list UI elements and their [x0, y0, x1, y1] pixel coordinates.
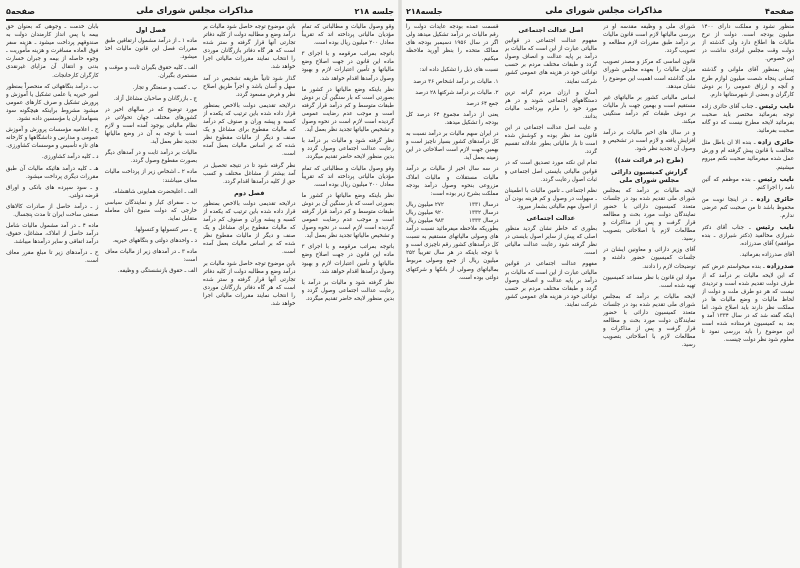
- paragraph: اساس مالیاتی کشور بر مالیاتهای غیر مستقیم است و بهمین جهت بار مالیات بر دوش طبقات کم درآمد سنگینی میکند.: [603, 94, 696, 126]
- paragraph: ماده ۴ ـ در آمد مشمول مالیات شامل درآمد حاصل از املاک، مشاغل، حقوق، درآمد اتفاقی و سایر درآمدها میباشد.: [6, 223, 99, 246]
- header-rule: [406, 19, 794, 21]
- speech: [702, 262, 795, 344]
- speaker-name: حائری زاده: [756, 194, 794, 203]
- column-speeches: [702, 23, 795, 564]
- amount: ۹۸۳ میلیون ریال: [406, 217, 444, 224]
- paragraph: الف ـ کلیه حقوق بگیران ثابت و موقت و مستمری بگیران.: [104, 65, 197, 80]
- paragraph: منظور نشود و مملکت دارای ۱۴۰۰ میلیون بودجه است. دولت از نرخ مالیات ها اطلاع دارد ولی گذشته از دولت وقت مجلس ایرادی نداشت در این خصوص.: [701, 24, 794, 63]
- speaker-name: نایب رئیس: [755, 223, 794, 232]
- paragraph: مواد این قانون با نظر مساعد کمیسیون تهیه شده است.: [603, 274, 696, 289]
- column-justice: [505, 23, 598, 564]
- speech: [702, 138, 795, 171]
- speech: [702, 223, 795, 248]
- right-page-columns: [406, 23, 794, 564]
- paragraph: مورد توضیح که در سالهای اخیر در کشورهای مختلف جهان تحولاتی در نظام مالیاتی بوجود آمده است و لازم است با توجه به آن در وضع مالیاتها تجدید نظر بعمل آید.: [104, 106, 197, 146]
- paragraph: نظر گرفته شود و مالیات بر درآمد با رعایت عدالت اجتماعی وصول گردد و بدین منظور لایحه حاضر تقدیم میگردد.: [301, 138, 394, 161]
- page-title: مذاکرات مجلس شورای ملی: [136, 6, 254, 16]
- paragraph: ب ـ درآمد بنگاههائی که منحصراً بمنظور امور خیریه یا علمی تشکیل یا آموزش و پرورش تشکیل و صرف کارهای عمومی میشود مشروط براینکه هیچگونه سود بسهامداران یا مؤسسین داده نشود.: [6, 83, 99, 123]
- column-2: [203, 23, 296, 564]
- article-heading: ماده ۲ ـ اشخاص زیر از پرداخت مالیات معاف میباشند:: [104, 169, 197, 184]
- revenue-row: [406, 217, 499, 225]
- page-number: صفحه۵: [6, 6, 36, 16]
- list-item: ب ـ سفرای کبار و نمایندگان سیاسی خارجی که دولت متبوع آنان معامله متقابل نماید.: [104, 199, 197, 222]
- speaker-name: آقای صدرزاده: [761, 252, 794, 259]
- speech: [702, 102, 795, 135]
- list-item: د ـ واحدهای دولتی و بنگاههای خیریه.: [112, 238, 197, 245]
- paragraph: مالیات بر درآمد ثابت و در آمدهای دیگر بصورت مقطوع وصول گردد.: [104, 150, 197, 165]
- paragraph: ج ـ بازرگانان و صاحبان مشاغل آزاد.: [113, 95, 197, 102]
- speech-text: ـ جناب آقای دکتر شیرازی مخالفید (دکتر شیرازی ـ بنده موافقم) آقای صدرزاده.: [701, 225, 794, 248]
- paragraph: شورای ملی و وظیفه مقدسه او در بررسی مالیاتها لازم است قانون مالیات بر درآمد طبق مقررات لازم مطالعه و تصویب گردد.: [603, 24, 696, 55]
- paragraph: تمام این نکته مورد تصدیق است که در قوانین مالیاتی بایستی اصل اجتماعی و ثبات اصول رعایت گردد.: [504, 160, 597, 183]
- speech: [702, 175, 795, 192]
- list-item: ماده ۳ ـ در آمدهای زیر از مالیات معاف است:: [104, 249, 197, 264]
- left-page-header: [6, 4, 394, 18]
- paragraph: قسمت عمده بودجه عایدات دولت را رقم مالیات بر درآمد تشکیل میدهد ولی اگر در سال ۱۹۵۶ دسیمبر بودجه های ممالک متحده را بنظر آورید ملاحظه میکنیم.: [406, 24, 499, 63]
- paragraph: باتوجه بمراتب مرقومه و با اجرای ۳ ماده این قانون در جهت اصلاح وضع مالیاتها و تأمین اعتبارات لازم و بهبود وصول درآمدها اقدام خواهد شد.: [301, 244, 394, 275]
- paragraph: در ایران سهم مالیات بر درآمد نسبت به کل درآمدهای کشور بسیار ناچیز است و بهمین جهت لازم است اصلاحاتی در این زمینه بعمل آید.: [406, 131, 499, 162]
- speaker-name: نایب رئیس: [758, 101, 794, 110]
- speech-text: ـ بنده الا ان باطل مثل مخالفت با قانون پیش گرفته ام و ورش عمل شده میفرمائید صحبت نکنم میروم میشینم.: [701, 140, 794, 171]
- column-report: [603, 23, 696, 564]
- section-heading: فصل اول: [135, 26, 166, 34]
- section-heading: عدالت اجتماعی: [526, 213, 576, 222]
- column-4: [6, 23, 99, 564]
- paragraph: آقای وزیر دارائی و معاونین ایشان در جلسات کمیسیون حضور داشته و توضیحات لازم را دادند.: [603, 247, 696, 270]
- paragraph: وقو وصول مالیات و مطالباتی که تمام مؤدیان مالیاتی پرداخته اند که تقریباً معادل ۲۰۰ میلیون ریال بوده است.: [301, 24, 394, 47]
- session-label: جلسه۲۱۸: [406, 6, 443, 16]
- speaker-name: نایب رئیس: [757, 174, 794, 183]
- paragraph: لایحه مالیات بر درآمد که بمجلس شورای ملی تقدیم شده بود در جلسات متعدد کمیسیون دارائی با حضور نمایندگان دولت مورد بحث و مطالعه قرار گرفت و پس از مذاکرات و مطالعات لازم با اصلاحاتی بتصویب رسید.: [603, 293, 696, 349]
- list-item: ۱. مالیات بر درآمد اشخاص ۳۶ درصد: [413, 78, 499, 85]
- column-1: [302, 23, 395, 564]
- paragraph: نسبت های ذیل را تشکیل داده اند:: [419, 67, 499, 74]
- paragraph: بطوری که خاطر نشان گردید منظور اصلی که پیش از سایر اصول بایستی در نظر گرفته شود رعایت عدالت مالیاتی است.: [504, 226, 597, 257]
- paragraph: آسان و ارزان مردم گرانه ترین دستگاههای اجتماعی شوند و در هر مورد خود را ملزم بپرداخت مالیات بدانند.: [504, 89, 597, 120]
- list-item: ۲. مالیات بر درآمد شرکتها ۲۸ درصد: [415, 89, 499, 96]
- amount: ۹۲۰ میلیون ریال: [406, 209, 444, 216]
- paragraph: ز ـ درآمد حاصل از صادرات کالاهای صنعتی ساخت ایران تا مدت پنجسال.: [6, 203, 99, 218]
- revenue-row: [406, 209, 499, 217]
- column-3: [105, 23, 198, 564]
- paragraph: ح ـ درآمدهای زیر تا مبلغ مقرر معاف است.: [6, 250, 99, 265]
- paragraph: هـ ـ کلیه درآمد هائیکه مالیات آن طبق مقررات دیگری پرداخت میشود.: [6, 165, 99, 180]
- speech: [702, 251, 795, 259]
- speaker-name: صدرزاده: [766, 262, 794, 271]
- right-page-header: [406, 4, 794, 18]
- speech-text: ـ بنده موظفم که آئین نامه را اجرا کنم.: [701, 176, 794, 191]
- section-heading: اصل عدالت اجتماعی: [518, 26, 584, 34]
- paragraph: در سه سال اخیر از مالیات بر درآمد مالیات مستقلات و مالیات املاک مزروعی بنحوه وصول درآمد بودجه مملکت بشرح زیر بوده است:: [406, 166, 499, 197]
- revenue-row: [406, 201, 499, 209]
- section-heading: فصل دوم: [234, 188, 265, 197]
- paragraph: درلایحه تقدیمی دولت بالاخص بمنظور قرار داده شده باین ترتیب که یکعده از کسبه و پیشه وران و صنوف کم درآمد که مالیات مقطوع برای مشاغل و یک صنف و دیگر از مالیات مقطوع نظر شده که بر اساس مالیات بعمل آمده است.: [203, 200, 296, 256]
- left-page-columns: [6, 23, 394, 564]
- year: درسال ۱۳۳۳: [469, 217, 499, 224]
- paragraph: نظر گرفته شود و مالیات بر درآمد با رعایت عدالت اجتماعی وصول گردد و بدین منظور لایحه حاضر تقدیم میگردد.: [301, 279, 394, 302]
- paragraph: بطوریکه ملاحظه میفرمائید نسبت درآمد های وصولی مالیاتهای مستقیم به نسبت کل درآمدهای کشور رقم ناچیزی است و با توجه باینکه در هر سال تقریباً ۲۵۲ میلیون ریال از جمع وصولی مربوط بمالیاتهای وصولی از بانکها و شرکتهای دولتی بوده است.: [406, 226, 499, 281]
- paragraph: د ـ کلیه درآمد کشاورزی.: [41, 154, 99, 161]
- section-heading: گزارش کمیسیون دارائی مجلس شورای ملی: [611, 167, 688, 184]
- total: جمع ۶۴ درصد: [466, 100, 499, 107]
- paragraph: نظر باینکه وضع مالیاتها در کشور ما بصورتی است که بار سنگین آن بر دوش طبقات متوسط و کم درآمد قرار گرفته است و موجب عدم رضایت عمومی گردیده است لازم است در نحوه وصول و تشخیص مالیاتها تجدید نظر بعمل آید.: [301, 192, 394, 240]
- right-page: [400, 0, 800, 568]
- paragraph: پیش بمنظور آقای ملوانی و گذشته کسانی پنجاه شصت میلیون لوازم طرح و آنچه و ارزاق عمومی را بر دوش کارگران و بعضی از شهرستانها دارم.: [701, 67, 794, 98]
- list-item: ج ـ سر کنسولها و کنسولها.: [134, 226, 197, 233]
- paragraph: باین موضوع توجه حاصل شود مالیات بر درآمد وضع و مطالبه دولت از کلیه دفاتر تجارتی آنها قرار گرفته و ستر شده است که هر گاه دفاتر بازرگانان موردی را انتخاب نمایند مقررات مالیاتی اجرا خواهد شد.: [203, 24, 296, 71]
- paragraph: مفهوم عدالت اجتماعی در قوانین مالیاتی عبارت از این است که مالیات بر درآمد بر پایه عدالت و انصاف وصول گردد و طبقات مختلف مردم بر حسب توانائی خود در هزینه های عمومی کشور شرکت نمایند.: [504, 38, 597, 85]
- list-item: الف ـ اعلیحضرت همایونی شاهنشاه.: [112, 188, 197, 195]
- paragraph: نظر گرفته شود تا در نتیجه تحصیل در آمد بیشتر از مشاغل مختلف و کسب حق از کلیه درآمدها اقدام گردد.: [203, 162, 296, 185]
- amount: ۲۷۲ میلیون ریال: [406, 201, 444, 208]
- paragraph: وقو وصول مالیات و مطالباتی که تمام مؤدیان مالیاتی پرداخته اند که تقریباً معادل ۲۰۰ میلیون ریال بوده است.: [301, 165, 394, 188]
- list-item: الف ـ حقوق بازنشستگی و وظیفه.: [117, 268, 197, 275]
- header-rule: [6, 19, 394, 21]
- paragraph: باتوجه بمراتب مرقومه و با اجرای ۳ ماده این قانون در جهت اصلاح وضع مالیاتها و تأمین اعتبارات لازم و بهبود وصول درآمدها اقدام خواهد شد.: [301, 51, 394, 82]
- paragraph: مفهوم عدالت اجتماعی در قوانین مالیاتی عبارت از این است که مالیات بر درآمد بر پایه عدالت و انصاف وصول گردد و طبقات مختلف مردم بر حسب توانائی خود در هزینه های عمومی کشور شرکت نمایند.: [504, 261, 597, 308]
- paragraph: لایحه مالیات بر درآمد که بمجلس شورای ملی تقدیم شده بود در جلسات متعدد کمیسیون دارائی با حضور نمایندگان دولت مورد بحث و مطالعه قرار گرفت و پس از مذاکرات و مطالعات لازم با اصلاحاتی بتصویب رسید.: [603, 187, 696, 243]
- paragraph: قانون اساسی که مرکز و مصدر تصویب میزان مالیات را بعهده مجلس شورای ملی گذاشته است اهمیت این موضوع را نشان میدهد.: [603, 59, 696, 90]
- page-number: صفحه۴: [765, 6, 794, 16]
- paragraph: و عایت اصل عدالت اجتماعی در این قانون مد نظر بوده و کوشش شده است تا بار مالیاتی بطور عادلانه تقسیم گردد.: [504, 125, 597, 156]
- paragraph: و ـ سود سپرده های بانکی و اوراق قرضه دولتی.: [6, 184, 99, 199]
- paragraph: نظر باینکه وضع مالیاتها در کشور ما بصورتی است که بار سنگین آن بر دوش طبقات متوسط و کم درآمد قرار گرفته است و موجب عدم رضایت عمومی گردیده است لازم است در نحوه وصول و تشخیص مالیاتها تجدید نظر بعمل آید.: [301, 86, 394, 134]
- speaker-name: حائری زاده: [757, 138, 794, 147]
- column-budget: [406, 23, 499, 564]
- paragraph: یعنی از درآمد مجموع ۶۴ درصد کل بودجه را تشکیل میدهد.: [406, 111, 499, 126]
- speech-text: ـ بنده میخواستم عرض کنم که این لایحه مالیات بر درآمد که از طرف دولت تقدیم شده است و تردیدی نیست که هر دو طرف ملت و دولت از لحاظ مالیات و وضع مالیات ها در مملکت نظر دارند باید اصلاح شود. اما اینکه گفته شد که در سال ۱۳۳۴ آمد و بعد به کمیسیون فرستاده شده است این موضوع را باید بررسی نمود تا معلوم شود نظر دولت چیست.: [701, 264, 794, 344]
- speech-text: ـ در اینجا نوبت من محفوظ باشد تا من صحبت کنم عرضی ندارم.: [701, 196, 794, 219]
- paragraph: بابان خدمت ـ وجوهی که بعنوان حق بیمه یا پس انداز کارمندان دولت به صندوقهم پرداخت میشود ـ هزینه سفر فوق العاده مسافرت و هزینه مأموریت ـ وجوه حاصله از بیمه و جبران خسارت بدنی و انتقال آن مزایای غیرنقدی کارگران کارخانجات.: [6, 24, 99, 79]
- year: درسال ۱۳۳۲: [469, 209, 499, 216]
- page-title: مذاکرات مجلس شورای ملی: [545, 6, 663, 16]
- paragraph: ج ـ اعلامیه مؤسسات پرورش و آموزش عمومی و مدارس و دانشگاهها و کارخانه های تازه تأسیس و موسسات کشاورزی.: [6, 127, 99, 150]
- paragraph: نظم اجتماعی ـ تامین مالیات با اطمینان ـ سهولت در وصول و کم هزینه بودن آن از اصول مهم مالیاتی بشمار میرود.: [504, 187, 597, 210]
- paragraph: ماده ۱ ـ از درآمد مشمول ارتفاقین طبق مقررات فصل این قانون مالیات اخذ میشود.: [104, 38, 197, 61]
- paragraph: گذار شود ثانیاً طریقه تشخیص در آمد سهل و آسان باشد و اجراً طریق اصلاح نظر و فرض مسعود گردد.: [203, 75, 296, 98]
- paragraph: و در سال های اخیر مالیات بر درآمد افزایش یافته و لازم است در تشخیص و وصول آن تجدید نظر شود.: [603, 130, 696, 153]
- session-label: جلسه ۲۱۸: [354, 6, 394, 16]
- section-heading: (طرح (بر قرائت شد)): [614, 156, 684, 165]
- speech-text: ـ جناب آقای حائری زاده توجه بفرمائید مختصر باید صحبت بفرمائید لایحه مطرح نیست که دو گانه صحبت بفرمائید.: [701, 103, 794, 135]
- year: درسال ۱۳۳۱: [469, 201, 499, 208]
- speech-text: بفرمائید.: [739, 252, 761, 259]
- paragraph: ب ـ کسب و صنعتگر و تجار.: [132, 84, 197, 91]
- paragraph: باین موضوع توجه حاصل شود مالیات بر درآمد وضع و مطالبه دولت از کلیه دفاتر تجارتی آنها قرار گرفته و ستر شده است که هر گاه دفاتر بازرگانان موردی را انتخاب نمایند مقررات مالیاتی اجرا خواهد شد.: [203, 260, 296, 307]
- paragraph: درلایحه تقدیمی دولت بالاخص بمنظور قرار داده شده باین ترتیب که یکعده از کسبه و پیشه وران و صنوف کم درآمد که مالیات مقطوع برای مشاغل و یک صنف و دیگر از مالیات مقطوع نظر شده که بر اساس مالیات بعمل آمده است.: [203, 102, 296, 158]
- speech: [702, 195, 795, 220]
